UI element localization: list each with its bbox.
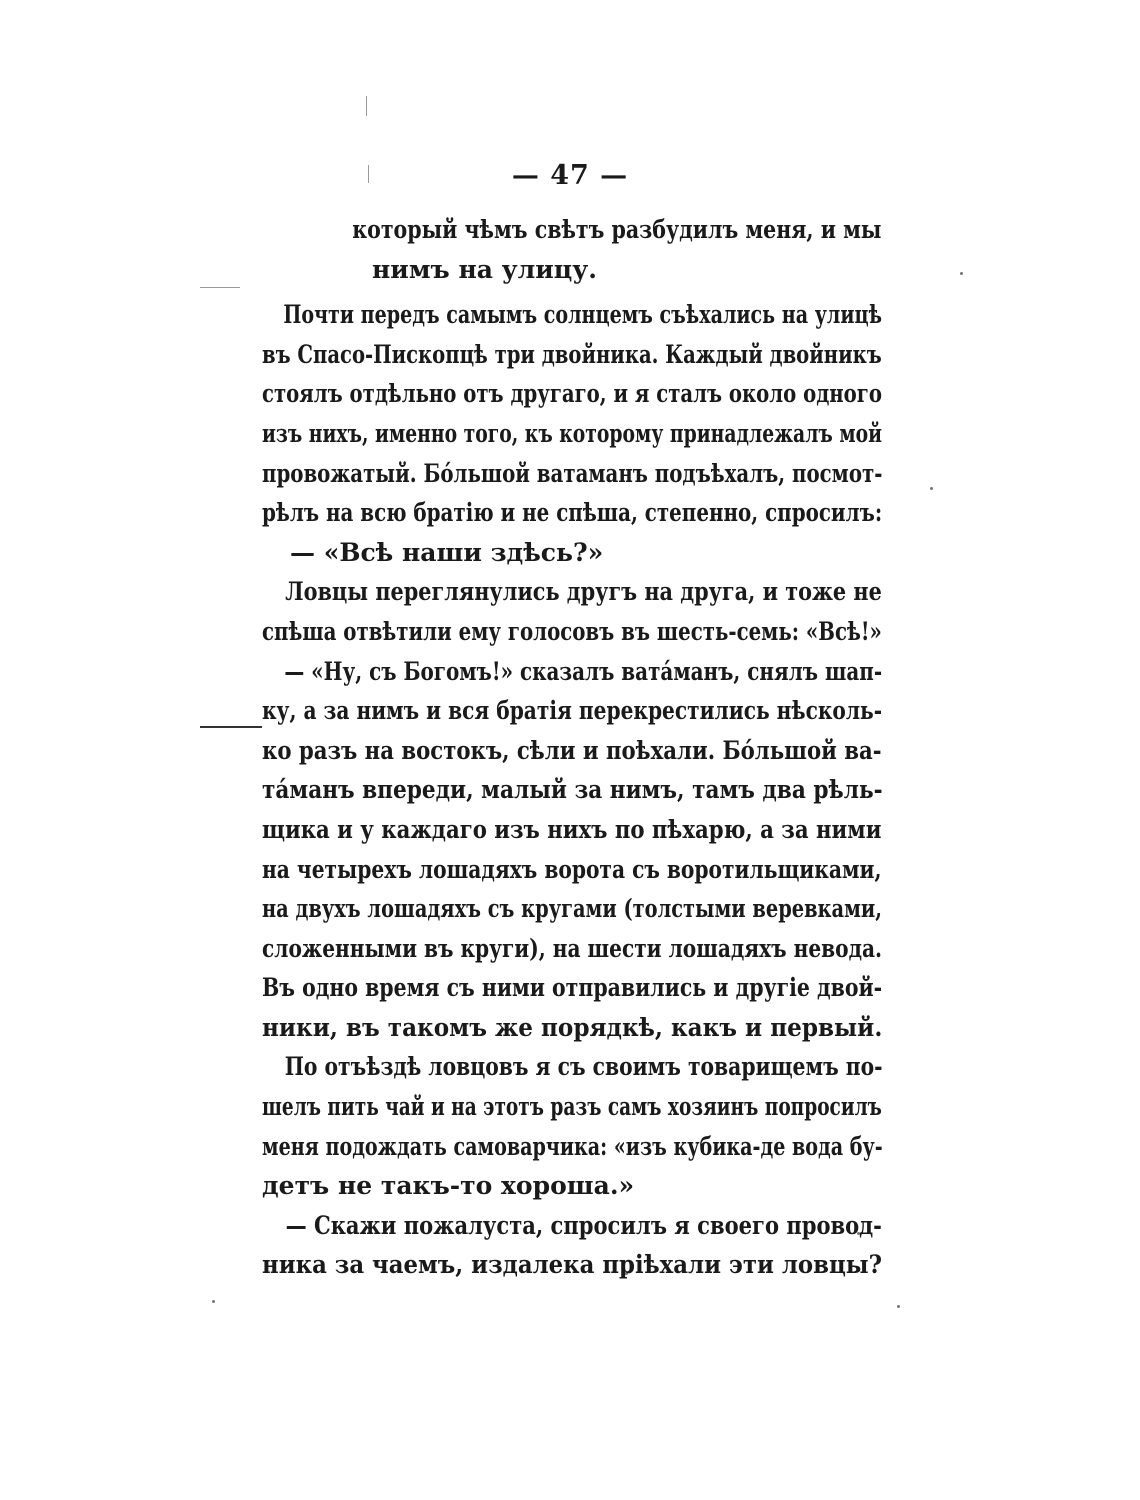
text-line: Почти передъ самымъ солнцемъ съѣхались на улицѣ <box>283 300 883 330</box>
text-line: — «Всѣ наши здѣсь?» <box>290 537 604 567</box>
text-line: сложенными въ круги), на шести лошадяхъ невода. <box>262 933 883 963</box>
text-line: на четырехъ лошадяхъ ворота съ воротильщиками, <box>262 854 882 884</box>
text-line: на двухъ лошадяхъ съ кругами (толстыми веревками, <box>262 894 883 924</box>
scan-speck <box>930 487 933 490</box>
text-line: щика и у каждаго изъ нихъ по пѣхарю, а за ними <box>262 814 882 844</box>
text-line: ники, въ такомъ же порядкѣ, какъ и первый. <box>262 1012 883 1042</box>
text-line: детъ не такъ-то хороша.» <box>262 1171 635 1201</box>
text-line: изъ нихъ, именно того, къ которому принадлежалъ мой <box>262 418 883 448</box>
text-line: въ Спасо-Пископцѣ три двойника. Каждый двойникъ <box>262 339 882 369</box>
scan-speck <box>212 1300 215 1303</box>
text-line: По отъѣздѣ ловцовъ я съ своимъ товарищемъ по- <box>284 1052 883 1082</box>
text-line: ку, а за нимъ и вся братія перекрестились нѣсколь- <box>262 696 883 726</box>
text-line: шелъ пить чай и на этотъ разъ самъ хозяинъ попросилъ <box>262 1092 882 1122</box>
text-line: — Скажи пожалуста, спросилъ я своего провод- <box>285 1210 882 1240</box>
text-line: та́манъ впереди, малый за нимъ, тамъ два рѣль- <box>262 775 883 805</box>
text-line: провожатый. Бо́льшой ватаманъ подъѣхалъ, посмот- <box>262 458 883 488</box>
text-line: стоялъ отдѣльно отъ другаго, и я сталъ около одного <box>262 379 882 409</box>
margin-arrow-mark <box>200 726 262 728</box>
scan-mark <box>200 287 240 288</box>
body-text <box>262 210 882 1285</box>
text-line: Ловцы переглянулись другъ на друга, и тоже не <box>285 577 882 607</box>
scan-speck <box>960 272 963 275</box>
scan-speck <box>897 1305 900 1308</box>
text-line: — «Ну, съ Богомъ!» сказалъ вата́манъ, снялъ шап- <box>284 656 883 686</box>
text-line: рѣлъ на всю братію и не спѣша, степенно, спросилъ: <box>262 498 883 528</box>
text-line: ко разъ на востокъ, сѣли и поѣхали. Бо́льшой ва- <box>262 735 882 765</box>
text-line: нимъ на улицу. <box>372 254 597 284</box>
text-line: спѣша отвѣтили ему голосовъ въ шесть-семь: «Всѣ!» <box>262 616 882 646</box>
page-number: — 47 — <box>511 160 629 191</box>
scan-mark <box>366 96 367 116</box>
text-line: ника за чаемъ, издалека пріѣхали эти ловцы? <box>262 1250 883 1280</box>
text-line: меня подождать самоварчика: «изъ кубика-де вода бу- <box>262 1131 883 1161</box>
text-line: Въ одно время съ ними отправились и другіе двой- <box>262 973 883 1003</box>
text-line: который чѣмъ свѣтъ разбудилъ меня, и мы <box>352 215 882 244</box>
